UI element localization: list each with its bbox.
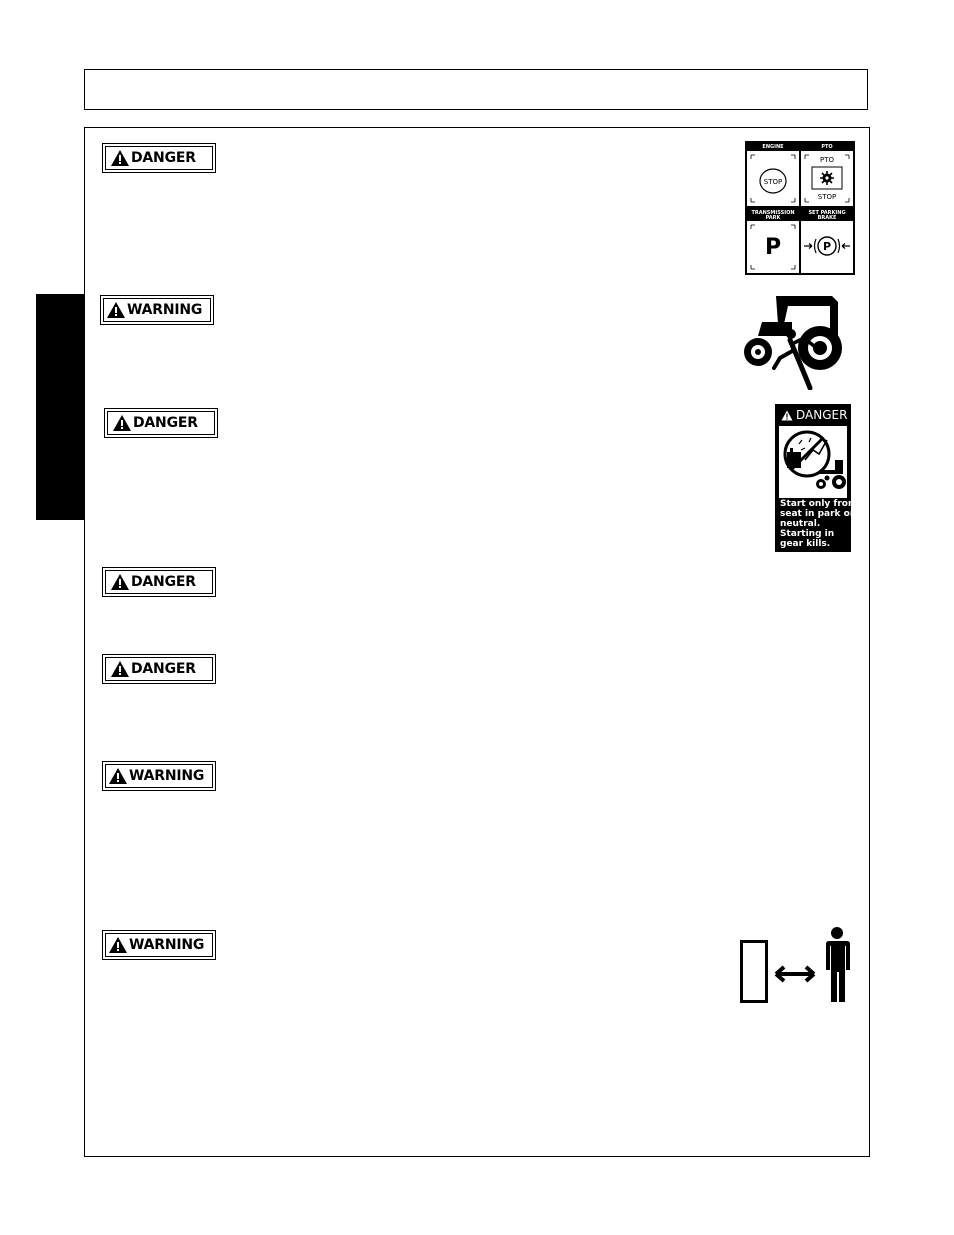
start-danger-decal bbox=[775, 404, 858, 552]
badge-label: WARNING bbox=[127, 302, 203, 318]
alert-triangle-icon bbox=[108, 936, 128, 954]
badge-label: DANGER bbox=[131, 661, 196, 677]
badge-label: DANGER bbox=[131, 150, 196, 166]
pto-stop-label: STOP bbox=[817, 193, 837, 201]
danger-badge bbox=[102, 567, 216, 597]
alert-triangle-icon bbox=[110, 149, 130, 167]
pto-label: PTO bbox=[821, 144, 833, 150]
alert-triangle-icon bbox=[112, 414, 132, 432]
decal-header bbox=[775, 406, 851, 424]
tractor-runover-icon bbox=[742, 292, 844, 390]
warning-badge bbox=[100, 295, 214, 325]
alert-triangle-icon bbox=[110, 660, 130, 678]
no-jump-start-icon bbox=[779, 426, 847, 498]
decal-line: Starting in bbox=[780, 529, 835, 539]
brake-label: SET PARKING bbox=[808, 210, 846, 216]
gear-icon bbox=[820, 171, 834, 185]
badge-label: DANGER bbox=[131, 574, 196, 590]
decal-line: gear kills. bbox=[780, 539, 831, 549]
decal-line: Start only from bbox=[780, 499, 858, 509]
danger-badge bbox=[104, 408, 218, 438]
transmission-label: TRANSMISSION bbox=[751, 210, 795, 216]
pto-inner-label: PTO bbox=[819, 156, 835, 164]
brake-label-2: BRAKE bbox=[817, 215, 837, 221]
decal-pictogram-panel bbox=[779, 426, 847, 498]
badge-label: WARNING bbox=[129, 768, 205, 784]
badge-label: DANGER bbox=[133, 415, 198, 431]
engine-stop-label: STOP bbox=[763, 178, 783, 186]
decal-line: seat in park or bbox=[780, 509, 855, 519]
alert-triangle-icon bbox=[781, 410, 793, 421]
park-letter: P bbox=[764, 235, 782, 260]
alert-triangle-icon bbox=[110, 573, 130, 591]
decal-message bbox=[780, 499, 858, 549]
brake-letter: P bbox=[822, 240, 832, 253]
danger-badge bbox=[102, 654, 216, 684]
warning-badge bbox=[102, 761, 216, 791]
engine-label: ENGINE bbox=[762, 144, 784, 150]
transmission-park-label: PARK bbox=[765, 215, 781, 221]
danger-badge bbox=[102, 143, 216, 173]
warning-badge bbox=[102, 930, 216, 960]
decal-line: neutral. bbox=[780, 519, 821, 529]
shutdown-controls-decal bbox=[745, 141, 855, 275]
person-clearance-icon bbox=[740, 926, 856, 1004]
alert-triangle-icon bbox=[108, 767, 128, 785]
badge-label: WARNING bbox=[129, 937, 205, 953]
alert-triangle-icon bbox=[106, 301, 126, 319]
header-frame bbox=[84, 69, 868, 110]
decal-title: DANGER bbox=[796, 408, 848, 422]
section-side-tab bbox=[36, 294, 84, 520]
